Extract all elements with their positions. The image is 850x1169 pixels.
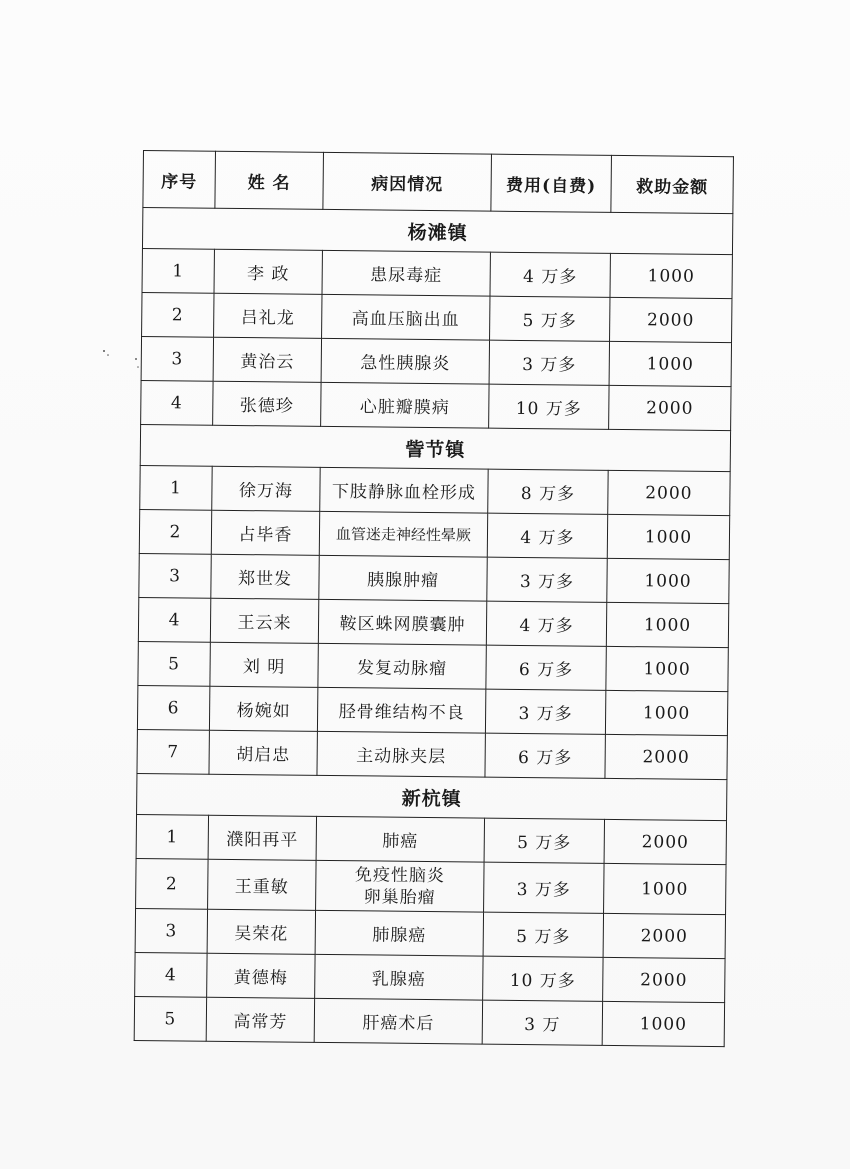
- cell-no: 4: [138, 597, 210, 642]
- cell-name: 王云来: [210, 598, 318, 643]
- cell-amount: 2000: [610, 297, 732, 342]
- cell-condition: 主动脉夹层: [317, 731, 485, 777]
- cell-name: 张德珍: [213, 381, 321, 426]
- cell-condition: 下肢静脉血栓形成: [320, 467, 488, 513]
- table-row: [134, 996, 724, 1046]
- cell-fee: 5 万多: [484, 818, 604, 863]
- town-name: 杨滩镇: [142, 208, 732, 255]
- cell-no: 3: [135, 908, 207, 953]
- table-row: [141, 336, 731, 386]
- table-row: [136, 858, 726, 914]
- cell-name: 濮阳再平: [208, 815, 316, 860]
- header-amount: 救助金额: [611, 155, 734, 213]
- cell-fee: 3 万多: [484, 862, 605, 913]
- cell-amount: 1000: [606, 646, 728, 691]
- cell-fee: 5 万多: [490, 296, 610, 341]
- cell-no: 2: [136, 858, 209, 909]
- cell-no: 5: [134, 996, 206, 1041]
- cell-amount: 1000: [610, 253, 732, 298]
- cell-condition: 急性胰腺炎: [321, 338, 489, 384]
- cell-condition: 发复动脉瘤: [318, 643, 486, 689]
- table-row: [136, 814, 726, 864]
- cell-name: 黄德梅: [207, 953, 315, 998]
- cell-no: 5: [138, 641, 210, 686]
- cell-name: 占毕香: [211, 510, 319, 555]
- cell-name: 胡启忠: [209, 730, 317, 775]
- cell-no: 2: [142, 292, 214, 337]
- header-name: 姓 名: [215, 151, 324, 209]
- cell-name: 王重敏: [208, 859, 317, 910]
- cell-name: 吴荣花: [207, 909, 315, 954]
- town-row: [142, 208, 732, 255]
- cell-no: 3: [141, 336, 213, 381]
- cell-condition: 肺腺癌: [315, 910, 483, 956]
- cell-name: 徐万海: [212, 466, 320, 511]
- cell-fee: 3 万多: [485, 689, 605, 734]
- cell-name: 李 政: [214, 249, 322, 294]
- cell-name: 杨婉如: [209, 686, 317, 731]
- cell-condition: [316, 860, 485, 912]
- cell-name: 刘 明: [210, 642, 318, 687]
- table-row: [141, 380, 731, 430]
- cell-condition: 肝癌术后: [314, 998, 482, 1044]
- cell-fee: 3 万: [482, 1000, 602, 1045]
- condition-line-2: 卵巢胎瘤: [363, 886, 436, 908]
- cell-no: 6: [137, 685, 209, 730]
- cell-fee: 6 万多: [486, 645, 606, 690]
- town-name: 訾节镇: [140, 424, 730, 471]
- table-row: [137, 685, 727, 735]
- header-no: 序号: [143, 151, 216, 209]
- table-row: [138, 597, 728, 647]
- cell-amount: 1000: [607, 558, 729, 603]
- cell-name: 黄治云: [213, 337, 321, 382]
- relief-table: [134, 150, 734, 1047]
- cell-amount: 2000: [608, 470, 730, 515]
- cell-condition: 乳腺癌: [315, 954, 483, 1000]
- table-row: [142, 248, 732, 298]
- cell-amount: 2000: [603, 913, 725, 958]
- cell-condition: 高血压脑出血: [322, 294, 490, 340]
- cell-fee: 4 万多: [486, 601, 606, 646]
- header-fee: 费用(自费): [491, 154, 612, 212]
- cell-amount: 1000: [607, 514, 729, 559]
- cell-condition: 胫骨维结构不良: [317, 687, 485, 733]
- cell-condition: 血管迷走神经性晕厥: [319, 511, 487, 557]
- cell-fee: 5 万多: [483, 912, 603, 957]
- table-row: [137, 729, 727, 779]
- table-row: [142, 292, 732, 342]
- cell-amount: 1000: [602, 1001, 724, 1046]
- cell-amount: 1000: [604, 863, 727, 914]
- cell-condition: 肺癌: [316, 816, 484, 862]
- header-row: [143, 151, 734, 214]
- table-row: [135, 952, 725, 1002]
- cell-no: 1: [140, 465, 212, 510]
- town-name: 新杭镇: [137, 773, 727, 820]
- cell-no: 7: [137, 729, 209, 774]
- town-row: [140, 424, 730, 471]
- cell-fee: 3 万多: [487, 557, 607, 602]
- cell-no: 2: [139, 509, 211, 554]
- cell-amount: 2000: [609, 385, 731, 430]
- cell-condition: 心脏瓣膜病: [321, 382, 489, 428]
- cell-no: 1: [136, 814, 208, 859]
- cell-no: 4: [135, 952, 207, 997]
- scan-specks: [100, 345, 140, 375]
- cell-fee: 6 万多: [485, 733, 605, 778]
- table-row: [139, 509, 729, 559]
- table-row: [139, 553, 729, 603]
- table-row: [138, 641, 728, 691]
- table-row: [135, 908, 725, 958]
- cell-no: 1: [142, 248, 214, 293]
- cell-no: 3: [139, 553, 211, 598]
- cell-fee: 4 万多: [487, 513, 607, 558]
- cell-name: 高常芳: [206, 997, 314, 1042]
- condition-line-1: 免疫性脑炎: [354, 864, 446, 886]
- cell-name: 郑世发: [211, 554, 319, 599]
- cell-condition: 患尿毒症: [322, 250, 490, 296]
- cell-fee: 10 万多: [483, 956, 603, 1001]
- cell-fee: 8 万多: [488, 469, 608, 514]
- cell-condition: 胰腺肿瘤: [319, 555, 487, 601]
- cell-amount: 2000: [604, 819, 726, 864]
- table-row: [140, 465, 730, 515]
- cell-name: 吕礼龙: [214, 293, 322, 338]
- cell-fee: 3 万多: [489, 340, 609, 385]
- cell-amount: 1000: [606, 602, 728, 647]
- header-condition: 病因情况: [323, 152, 492, 211]
- cell-no: 4: [141, 380, 213, 425]
- cell-amount: 2000: [603, 957, 725, 1002]
- cell-amount: 2000: [605, 734, 727, 779]
- cell-amount: 1000: [609, 341, 731, 386]
- cell-condition: 鞍区蛛网膜囊肿: [318, 599, 486, 645]
- cell-fee: 4 万多: [490, 252, 610, 297]
- cell-amount: 1000: [605, 690, 727, 735]
- town-row: [137, 773, 727, 820]
- cell-fee: 10 万多: [489, 384, 609, 429]
